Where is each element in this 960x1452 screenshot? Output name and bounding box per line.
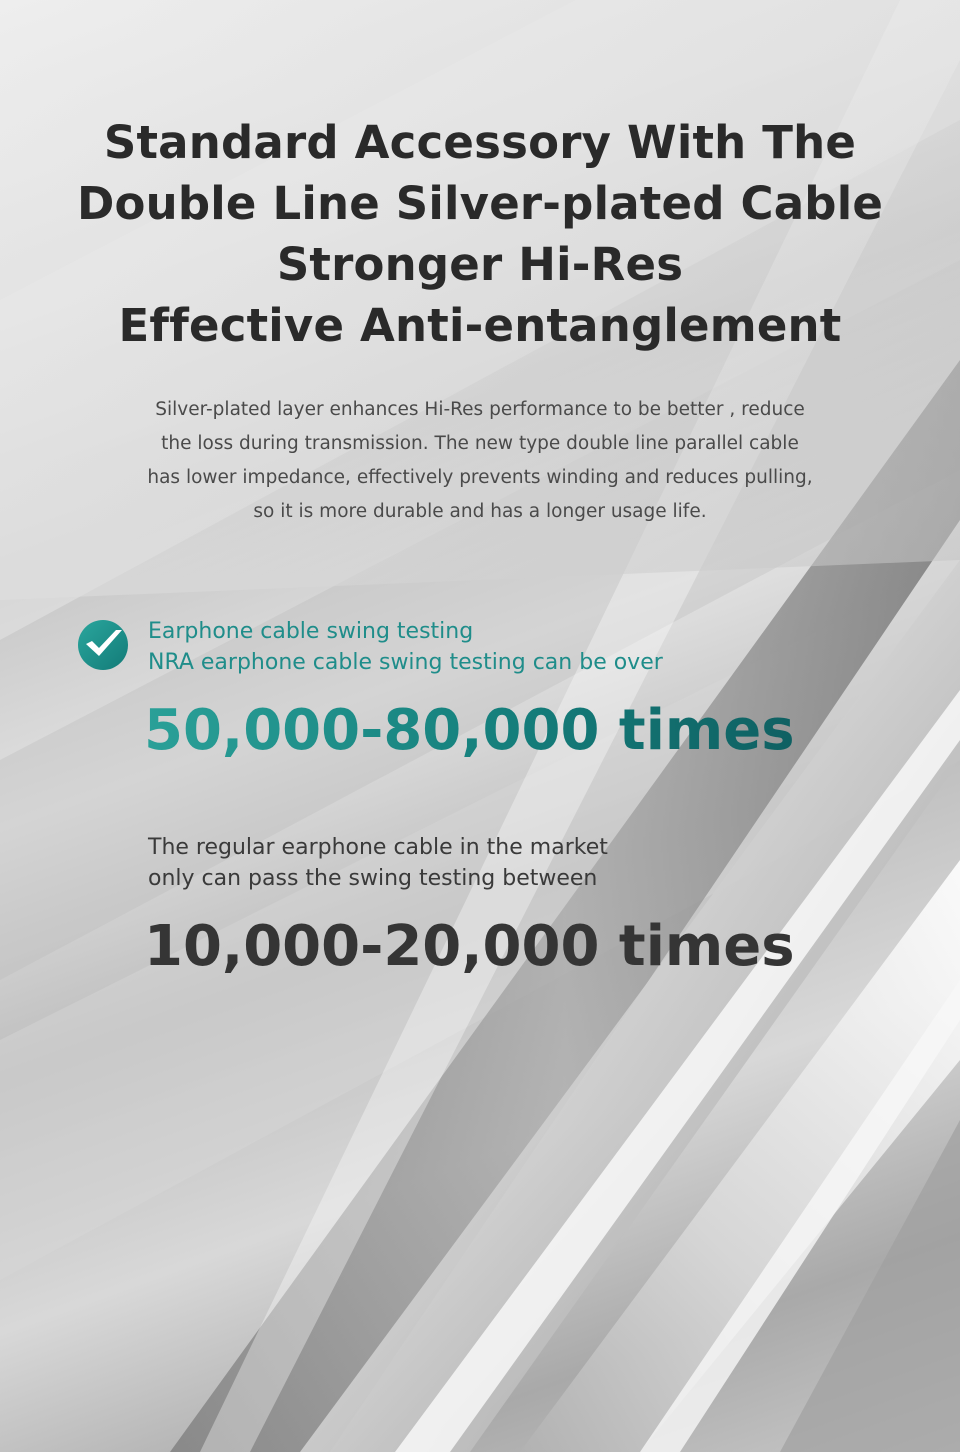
nra-label-line-1: Earphone cable swing testing: [148, 619, 474, 644]
title-line-2: Double Line Silver-plated Cable: [76, 177, 884, 230]
description-line-1: Silver-plated layer enhances Hi-Res performance to be better , reduce: [155, 399, 805, 420]
nra-test-label: [148, 616, 768, 678]
nra-label-line-2: NRA earphone cable swing testing can be over: [148, 650, 663, 675]
regular-cable-label: [148, 832, 768, 894]
title-line-1: Standard Accessory With The: [103, 116, 857, 169]
title-line-3: Stronger Hi-Res: [276, 238, 684, 291]
page-title: [0, 112, 960, 356]
regular-label-line-2: only can pass the swing testing between: [148, 866, 598, 891]
nra-swing-count: 50,000-80,000 times: [144, 692, 795, 770]
description-line-3: has lower impedance, effectively prevents winding and reduces pulling,: [147, 467, 813, 488]
regular-swing-count: 10,000-20,000 times: [144, 914, 795, 979]
title-line-4: Effective Anti-entanglement: [118, 299, 842, 352]
description-line-4: so it is more durable and has a longer usage life.: [253, 501, 707, 522]
description-line-2: the loss during transmission. The new type double line parallel cable: [161, 433, 799, 454]
description-paragraph: [90, 393, 870, 529]
regular-label-line-1: The regular earphone cable in the market: [148, 835, 608, 860]
check-circle-icon: [78, 620, 128, 670]
